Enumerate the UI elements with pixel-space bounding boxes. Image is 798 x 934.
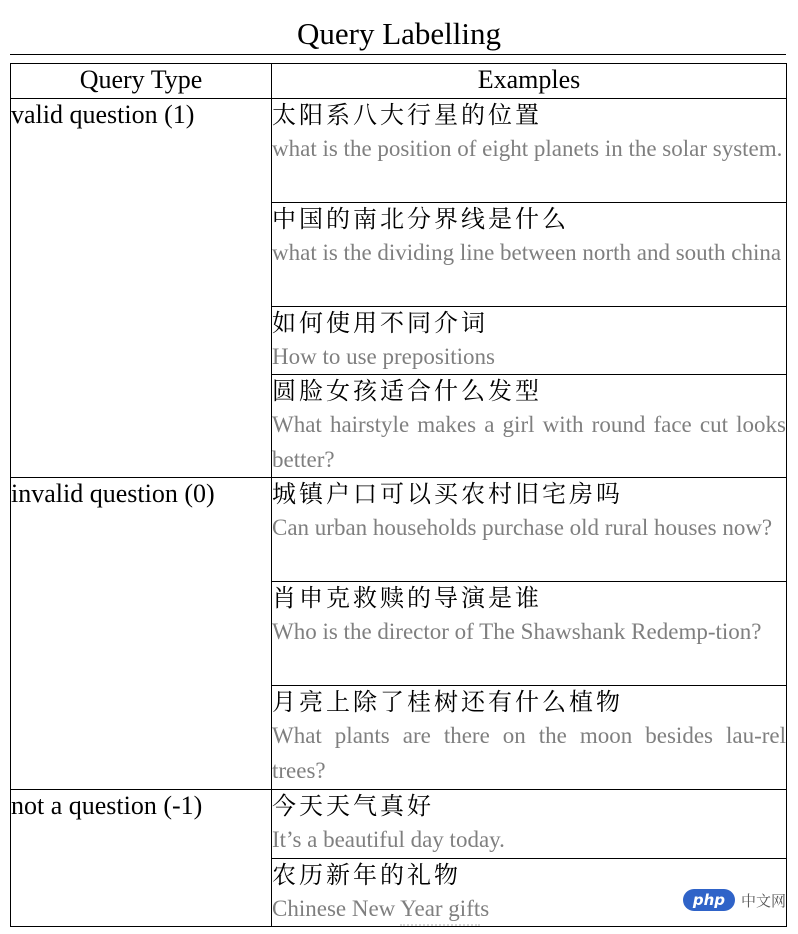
table-row: [11, 99, 787, 203]
query-type-not-question: not a question (-1): [11, 790, 272, 927]
query-type-invalid: invalid question (0): [11, 478, 272, 790]
example-chinese: 农历新年的礼物: [272, 861, 461, 889]
query-labelling-table: [10, 63, 787, 927]
example-cell: [272, 375, 787, 478]
example-chinese: 月亮上除了桂树还有什么植物: [272, 688, 623, 716]
example-chinese: 如何使用不同介词: [272, 309, 488, 337]
example-english: what is the position of eight planets in the solar system.: [272, 136, 783, 161]
example-chinese: 肖申克救赎的导演是谁: [272, 584, 542, 612]
example-cell: [272, 99, 787, 203]
title-rule: [10, 54, 786, 55]
example-cell: [272, 478, 787, 582]
example-cell: [272, 790, 787, 859]
watermark-text: 中文网: [740, 891, 786, 910]
example-english: Chinese New Year gifts: [272, 896, 490, 921]
example-english: It’s a beautiful day today.: [272, 827, 505, 852]
header-examples: Examples: [272, 64, 787, 99]
example-cell: [272, 307, 787, 375]
example-chinese: 城镇户口可以买农村旧宅房吗: [272, 480, 623, 508]
cut-off-text-fragment: [400, 924, 480, 934]
example-english: Can urban households purchase old rural houses now?: [272, 515, 773, 540]
example-cell: [272, 582, 787, 686]
query-type-valid: valid question (1): [11, 99, 272, 478]
site-watermark: [683, 886, 786, 914]
example-chinese: 太阳系八大行星的位置: [272, 101, 542, 129]
example-english: What hairstyle makes a girl with round face cut looks better?: [272, 412, 786, 472]
example-chinese: 今天天气真好: [272, 792, 434, 820]
example-cell: [272, 203, 787, 307]
table-row: [11, 790, 787, 859]
example-english: what is the dividing line between north and south china: [272, 240, 782, 265]
php-logo-icon: php: [683, 889, 735, 911]
header-row: [11, 64, 787, 99]
page-title: Query Labelling: [296, 16, 501, 51]
table-row: [11, 478, 787, 582]
example-cell: [272, 686, 787, 790]
example-english: Who is the director of The Shawshank Redemp-tion?: [272, 619, 762, 644]
example-english: What plants are there on the moon besides lau-rel trees?: [272, 723, 786, 783]
example-chinese: 中国的南北分界线是什么: [272, 205, 569, 233]
example-chinese: 圆脸女孩适合什么发型: [272, 377, 542, 405]
header-query-type: Query Type: [11, 64, 272, 99]
example-english: How to use prepositions: [272, 344, 495, 369]
